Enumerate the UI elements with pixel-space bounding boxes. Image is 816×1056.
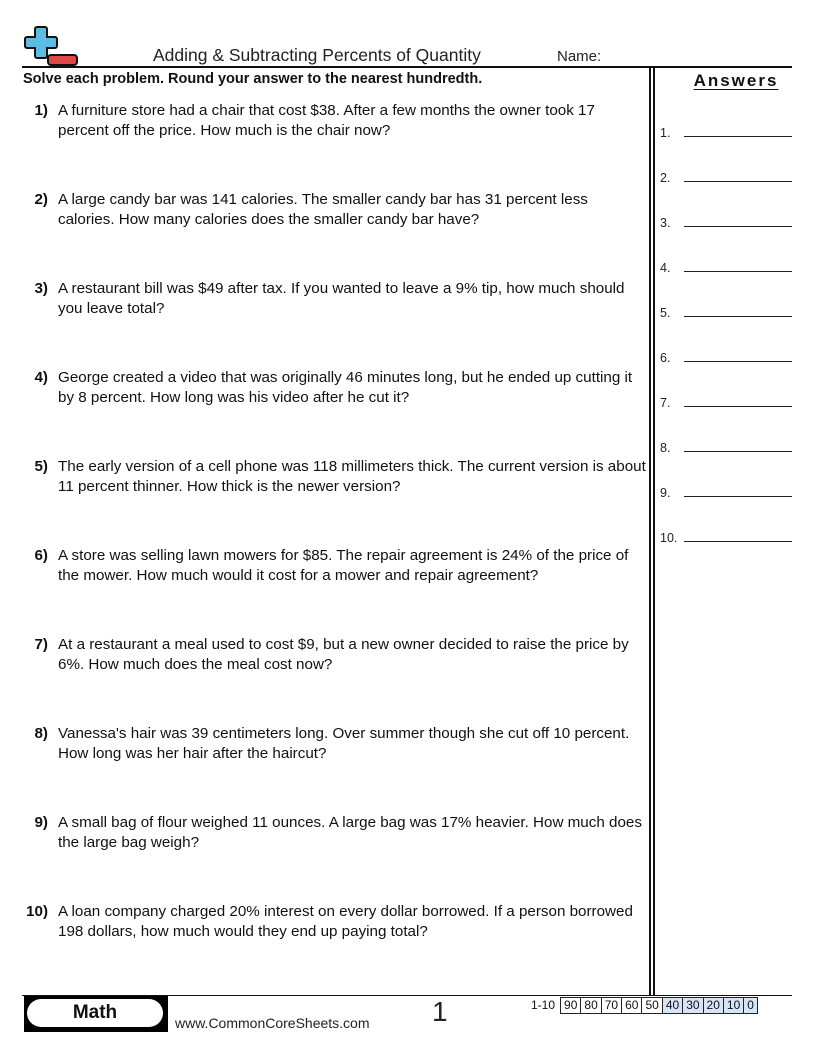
plus-shape	[25, 27, 57, 58]
problem-number: 7)	[34, 636, 48, 653]
score-cell: 20	[703, 998, 723, 1014]
answer-row-5	[660, 300, 792, 320]
answer-row-6	[660, 345, 792, 365]
answer-row-2	[660, 165, 792, 185]
subject-badge	[24, 996, 168, 1032]
answer-blank[interactable]	[684, 136, 792, 137]
score-cell: 30	[683, 998, 703, 1014]
problem-text: A furniture store had a chair that cost $38. After a few months the owner took 17 percent off the price. How much is the chair now?	[58, 102, 595, 139]
worksheet-title: Adding & Subtracting Percents of Quantity	[153, 45, 481, 65]
answer-blank[interactable]	[684, 496, 792, 497]
problem-number: 4)	[34, 369, 48, 386]
problem-text: A store was selling lawn mowers for $85. The repair agreement is 24% of the price of the mower. How much would it cost for a mower and repair agreement?	[58, 547, 629, 584]
answer-number: 4.	[660, 261, 671, 275]
answer-blank[interactable]	[684, 451, 792, 452]
answer-row-7	[660, 390, 792, 410]
answer-blank[interactable]	[684, 316, 792, 317]
problem-number: 9)	[34, 814, 48, 831]
answer-number: 1.	[660, 126, 671, 140]
score-cell: 40	[662, 998, 682, 1014]
answer-column-divider	[649, 68, 655, 995]
subject-label: Math	[27, 999, 163, 1027]
answer-blank[interactable]	[684, 271, 792, 272]
problem-text: A small bag of flour weighed 11 ounces. A large bag was 17% heavier. How much does the large bag weigh?	[58, 814, 642, 851]
answer-number: 2.	[660, 171, 671, 185]
answer-number: 5.	[660, 306, 671, 320]
answer-blank[interactable]	[684, 361, 792, 362]
problem-number: 5)	[34, 458, 48, 475]
score-cell: 70	[601, 998, 621, 1014]
problem-text: At a restaurant a meal used to cost $9, but a new owner decided to raise the price by 6%. How much does the meal cost now?	[58, 636, 629, 673]
instructions: Solve each problem. Round your answer to the nearest hundredth.	[23, 71, 483, 87]
minus-shape	[48, 55, 77, 65]
score-cell: 60	[622, 998, 642, 1014]
answer-row-4	[660, 255, 792, 275]
problem-number: 1)	[34, 102, 48, 119]
answers-heading: Answers	[693, 71, 779, 90]
answer-row-3	[660, 210, 792, 230]
answer-number: 10.	[660, 531, 678, 545]
answer-blank[interactable]	[684, 541, 792, 542]
problem-text: Vanessa's hair was 39 centimeters long. Over summer though she cut off 10 percent. How long was her hair after the haircut?	[58, 725, 630, 762]
problem-text: A large candy bar was 141 calories. The smaller candy bar has 31 percent less calories. How many calories does the smaller candy bar have?	[58, 191, 588, 228]
problem-number: 8)	[34, 725, 48, 742]
score-cell: 10	[723, 998, 743, 1014]
problem-text: The early version of a cell phone was 118 millimeters thick. The current version is about 11 percent thinner. How thick is the newer version?	[58, 458, 646, 495]
problem-number: 3)	[34, 280, 48, 297]
answer-number: 6.	[660, 351, 671, 365]
page-number: 1	[432, 996, 448, 1027]
website-url: www.CommonCoreSheets.com	[175, 1015, 370, 1031]
problem-number: 2)	[34, 191, 48, 208]
plus-minus-logo-icon	[24, 25, 80, 67]
answer-row-8	[660, 435, 792, 455]
score-cell: 50	[642, 998, 662, 1014]
score-range: 1-10	[531, 998, 556, 1012]
score-table	[528, 997, 758, 1014]
answer-row-9	[660, 480, 792, 500]
answer-number: 7.	[660, 396, 671, 410]
problem-number: 6)	[34, 547, 48, 564]
score-cell: 80	[581, 998, 601, 1014]
answer-blank[interactable]	[684, 181, 792, 182]
answer-blank[interactable]	[684, 406, 792, 407]
score-cell: 0	[744, 998, 758, 1014]
answer-row-10	[660, 525, 792, 545]
score-cell: 90	[561, 998, 581, 1014]
answer-blank[interactable]	[684, 226, 792, 227]
answer-number: 9.	[660, 486, 671, 500]
answer-number: 8.	[660, 441, 671, 455]
answer-number: 3.	[660, 216, 671, 230]
problem-text: A restaurant bill was $49 after tax. If you wanted to leave a 9% tip, how much should you leave total?	[58, 280, 625, 317]
problem-text: A loan company charged 20% interest on every dollar borrowed. If a person borrowed 198 dollars, how much would they end up paying total?	[58, 903, 633, 940]
answer-row-1	[660, 120, 792, 140]
problem-number: 10)	[26, 903, 48, 920]
name-label: Name:	[557, 48, 602, 65]
problem-text: George created a video that was originally 46 minutes long, but he ended up cutting it by 8 percent. How long was his video after he cut it?	[58, 369, 633, 406]
header-divider	[22, 66, 792, 68]
